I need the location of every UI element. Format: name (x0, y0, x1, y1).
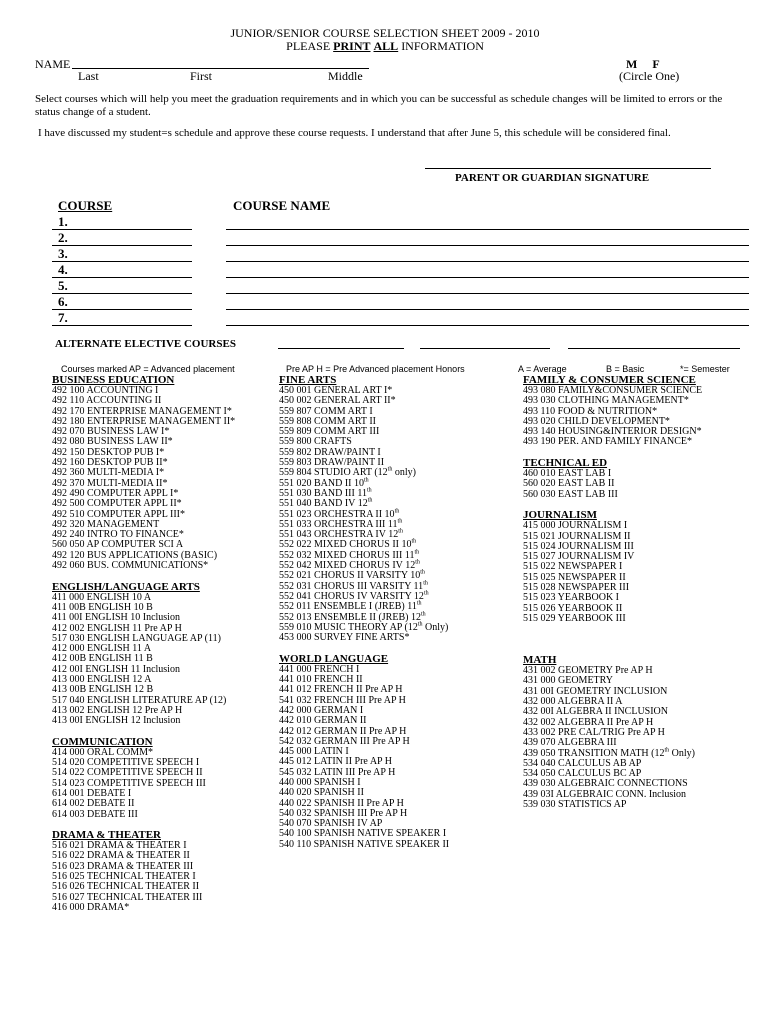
course-item: 516 025 TECHNICAL THEATER I (52, 871, 196, 883)
course-item: 552 041 CHORUS IV VARSITY 12th (279, 590, 429, 602)
course-item: 559 807 COMM ART I (279, 405, 373, 417)
course-code-line[interactable] (52, 261, 192, 262)
course-item: 441 010 FRENCH II (279, 674, 363, 686)
course-item: 534 050 CALCULUS BC AP (523, 768, 642, 780)
course-item: 432 000 ALGEBRA II A (523, 696, 623, 708)
course-item: 552 013 ENSEMBLE II (JREB) 12th (279, 611, 426, 623)
course-item: 542 032 GERMAN III Pre AP H (279, 735, 410, 747)
course-item: 413 000 ENGLISH 12 A (52, 674, 152, 686)
course-item: 539 030 STATISTICS AP (523, 798, 627, 810)
signature-line[interactable] (425, 168, 711, 169)
course-item: 559 800 CRAFTS (279, 436, 352, 448)
section-title: ENGLISH/LANGUAGE ARTS (52, 580, 200, 593)
circle-one-label: (Circle One) (619, 69, 680, 83)
course-item: 493 030 CLOTHING MANAGEMENT* (523, 395, 689, 407)
section-title: FINE ARTS (279, 374, 337, 386)
section-title: MATH (523, 654, 557, 667)
section-title: WORLD LANGUAGE (279, 652, 389, 665)
course-item: 540 070 SPANISH IV AP (279, 818, 383, 830)
course-item: 442 012 GERMAN II Pre AP H (279, 725, 407, 737)
course-row-number: 1. (58, 214, 68, 229)
course-item: 442 000 GERMAN I (279, 704, 364, 716)
course-item: 516 023 DRAMA & THEATER III (52, 860, 194, 872)
course-item: 559 010 MUSIC THEORY AP (12th Only) (279, 621, 449, 633)
legend-semester: *= Semester (680, 364, 730, 374)
course-item: 431 00I GEOMETRY INCLUSION (523, 685, 668, 697)
course-item: 493 140 HOUSING&INTERIOR DESIGN* (523, 426, 702, 438)
first-name-label: First (190, 69, 213, 83)
course-item: 445 000 LATIN I (279, 746, 349, 758)
course-item: 614 003 DEBATE III (52, 808, 138, 820)
course-item: 415 000 JOURNALISM I (523, 520, 628, 532)
course-item: 540 032 SPANISH III Pre AP H (279, 807, 408, 819)
column-3 (523, 375, 702, 810)
course-item: 515 026 YEARBOOK II (523, 602, 623, 614)
course-item: 460 010 EAST LAB I (523, 468, 612, 480)
course-item: 411 00B ENGLISH 10 B (52, 601, 153, 613)
section-title: TECHNICAL ED (523, 457, 608, 470)
course-item: 439 03I ALGEBRAIC CONN. Inclusion (523, 788, 687, 800)
course-item: 552 021 CHORUS II VARSITY 10th (279, 570, 425, 582)
course-name-header: COURSE NAME (233, 198, 331, 213)
course-name-line[interactable] (226, 229, 749, 230)
legend-ap: Courses marked AP = Advanced placement (61, 364, 235, 374)
legend-average: A = Average (518, 364, 567, 374)
course-item: 492 320 MANAGEMENT (52, 518, 160, 530)
course-item: 545 032 LATIN III Pre AP H (279, 766, 396, 778)
world-language-list (279, 665, 449, 850)
section-title: JOURNALISM (523, 509, 597, 522)
course-row-number: 5. (58, 278, 68, 293)
course-item: 492 180 ENTERPRISE MANAGEMENT II* (52, 415, 236, 427)
course-item: 442 010 GERMAN II (279, 715, 367, 727)
course-item: 412 00I ENGLISH 11 Inclusion (52, 663, 180, 675)
course-item: 516 021 DRAMA & THEATER I (52, 840, 187, 852)
course-item: 431 000 GEOMETRY (523, 675, 613, 687)
fine-arts-list (279, 386, 449, 643)
course-item: 515 021 JOURNALISM II (523, 530, 631, 542)
gender-options[interactable]: M F (626, 57, 660, 71)
course-item: 560 050 AP COMPUTER SCI A (52, 539, 184, 551)
course-item: 492 510 COMPUTER APPL III* (52, 508, 185, 520)
course-item: 414 000 ORAL COMM* (52, 746, 154, 758)
course-item: 551 023 ORCHESTRA II 10th (279, 508, 400, 520)
name-line[interactable] (72, 68, 369, 69)
middle-name-label: Middle (328, 69, 363, 83)
course-code-line[interactable] (52, 325, 192, 326)
course-item: 541 032 FRENCH III Pre AP H (279, 694, 406, 706)
family-list (523, 386, 702, 448)
course-item: 515 022 NEWSPAPER I (523, 561, 623, 573)
course-item: 411 00I ENGLISH 10 Inclusion (52, 612, 180, 624)
course-item: 551 020 BAND II 10th (279, 477, 369, 489)
course-item: 492 100 ACCOUNTING I (52, 385, 159, 396)
course-item: 551 043 ORCHESTRA IV 12th (279, 528, 403, 541)
course-item: 492 060 BUS. COMMUNICATIONS* (52, 560, 209, 572)
course-item: 552 032 MIXED CHORUS III 11th (279, 549, 420, 561)
course-item: 440 000 SPANISH I (279, 776, 361, 788)
course-item: 534 040 CALCULUS AB AP (523, 757, 642, 769)
alternate-line[interactable] (278, 348, 404, 349)
journalism-list (523, 521, 702, 624)
course-name-line[interactable] (226, 293, 749, 294)
course-item: 492 070 BUSINESS LAW I* (52, 426, 170, 438)
course-name-line[interactable] (226, 261, 749, 262)
course-item: 439 030 ALGEBRAIC CONNECTIONS (523, 778, 688, 790)
signature-label: PARENT OR GUARDIAN SIGNATURE (455, 172, 650, 184)
course-item: 515 025 NEWSPAPER II (523, 571, 626, 583)
course-item: 492 080 BUSINESS LAW II* (52, 436, 173, 448)
course-item: 445 012 LATIN II Pre AP H (279, 756, 392, 768)
course-item: 439 050 TRANSITION MATH (12th Only) (523, 747, 695, 759)
course-item: 516 022 DRAMA & THEATER II (52, 850, 190, 862)
course-item: 552 022 MIXED CHORUS II 10th (279, 539, 417, 551)
course-row-number: 3. (58, 246, 68, 261)
course-item: 450 002 GENERAL ART II* (279, 395, 396, 407)
instructions-text: Select courses which will help you meet the graduation requirements and in which you can be successful as schedule changes will be limited to errors or the status change of a student. (35, 93, 723, 118)
course-row-number: 4. (58, 262, 68, 277)
course-item: 413 002 ENGLISH 12 Pre AP H (52, 704, 183, 716)
course-item: 441 000 FRENCH I (279, 663, 360, 675)
business-list (52, 386, 235, 571)
course-name-line[interactable] (226, 245, 749, 246)
communication-list (52, 748, 235, 820)
alternate-line[interactable] (420, 348, 550, 349)
alternate-electives-label: ALTERNATE ELECTIVE COURSES (55, 338, 236, 350)
course-item: 493 080 FAMILY&CONSUMER SCIENCE (523, 385, 703, 396)
course-item: 514 022 COMPETITIVE SPEECH II (52, 767, 203, 779)
course-item: 552 011 ENSEMBLE I (JREB) 11th (279, 600, 422, 613)
course-item: 412 000 ENGLISH 11 A (52, 643, 152, 655)
course-item: 441 012 FRENCH II Pre AP H (279, 684, 403, 696)
course-item: 492 240 INTRO TO FINANCE* (52, 529, 184, 541)
course-item: 514 023 COMPETITIVE SPEECH III (52, 777, 206, 789)
course-item: 493 110 FOOD & NUTRITION* (523, 405, 658, 417)
course-row-number: 6. (58, 294, 68, 309)
course-item: 493 020 CHILD DEVELOPMENT* (523, 415, 670, 427)
course-item: 559 804 STUDIO ART (12th only) (279, 467, 416, 479)
course-item: 492 150 DESKTOP PUB I* (52, 446, 165, 458)
alternate-line[interactable] (568, 348, 740, 349)
course-code-line[interactable] (52, 245, 192, 246)
course-item: 411 000 ENGLISH 10 A (52, 591, 152, 603)
course-item: 492 370 MULTI-MEDIA II* (52, 477, 168, 489)
course-item: 552 031 CHORUS III VARSITY 11th (279, 580, 428, 592)
section-title: COMMUNICATION (52, 735, 153, 748)
course-item: 492 160 DESKTOP PUB II* (52, 457, 168, 469)
course-code-line[interactable] (52, 309, 192, 310)
course-item: 492 490 COMPUTER APPL I* (52, 487, 179, 499)
course-item: 432 00I ALGEBRA II INCLUSION (523, 706, 668, 718)
course-item: 412 00B ENGLISH 11 B (52, 653, 153, 665)
course-item: 440 022 SPANISH II Pre AP H (279, 797, 404, 809)
course-item: 515 027 JOURNALISM IV (523, 551, 635, 563)
course-item: 450 001 GENERAL ART I* (279, 385, 393, 396)
form-subtitle: PLEASE PRINT ALL INFORMATION (286, 39, 484, 53)
last-name-label: Last (78, 69, 99, 83)
course-item: 515 024 JOURNALISM III (523, 540, 634, 552)
course-item: 540 100 SPANISH NATIVE SPEAKER I (279, 828, 447, 840)
course-row-number: 2. (58, 230, 68, 245)
section-title: BUSINESS EDUCATION (52, 374, 175, 386)
course-item: 440 020 SPANISH II (279, 787, 364, 799)
course-item: 559 808 COMM ART II (279, 415, 377, 427)
course-item: 515 029 YEARBOOK III (523, 612, 626, 624)
course-item: 559 802 DRAW/PAINT I (279, 446, 381, 458)
course-item: 514 020 COMPETITIVE SPEECH I (52, 757, 200, 769)
legend-preap: Pre AP H = Pre Advanced placement Honors (286, 364, 465, 374)
course-item: 515 023 YEARBOOK I (523, 592, 620, 604)
course-item: 560 020 EAST LAB II (523, 478, 615, 490)
course-item: 416 000 DRAMA* (52, 901, 130, 913)
course-item: 431 002 GEOMETRY Pre AP H (523, 665, 653, 677)
course-item: 540 110 SPANISH NATIVE SPEAKER II (279, 838, 450, 850)
column-2 (279, 375, 449, 850)
course-name-line[interactable] (226, 325, 749, 326)
course-item: 551 033 ORCHESTRA III 11th (279, 518, 403, 530)
course-item: 432 002 ALGEBRA II Pre AP H (523, 716, 654, 728)
section-title: DRAMA & THEATER (52, 829, 161, 842)
course-item: 413 00I ENGLISH 12 Inclusion (52, 715, 181, 727)
course-code-line[interactable] (52, 293, 192, 294)
course-item: 439 070 ALGEBRA III (523, 737, 617, 749)
course-code-line[interactable] (52, 277, 192, 278)
course-item: 412 002 ENGLISH 11 Pre AP H (52, 622, 182, 634)
course-item: 492 110 ACCOUNTING II (52, 395, 162, 407)
consent-text: I have discussed my student=s schedule and approve these course requests. I understand that after June 5, this schedule will be considered final. (38, 127, 671, 139)
course-item: 517 040 ENGLISH LITERATURE AP (12) (52, 694, 227, 706)
course-row-number: 7. (58, 310, 68, 325)
course-item: 433 002 PRE CAL/TRIG Pre AP H (523, 726, 665, 738)
course-item: 551 030 BAND III 11th (279, 487, 372, 499)
course-item: 614 002 DEBATE II (52, 798, 135, 810)
course-name-line[interactable] (226, 277, 749, 278)
section-title: FAMILY & CONSUMER SCIENCE (523, 374, 696, 386)
math-list (523, 666, 702, 810)
course-item: 453 000 SURVEY FINE ARTS* (279, 632, 410, 644)
course-item: 492 500 COMPUTER APPL II* (52, 498, 182, 510)
course-name-line[interactable] (226, 309, 749, 310)
english-list (52, 593, 235, 727)
course-item: 552 042 MIXED CHORUS IV 12th (279, 559, 420, 572)
legend-basic: B = Basic (606, 364, 645, 374)
course-item: 551 040 BAND IV 12th (279, 497, 373, 510)
course-item: 492 120 BUS APPLICATIONS (BASIC) (52, 549, 218, 561)
course-item: 493 190 PER. AND FAMILY FINANCE* (523, 436, 693, 448)
course-header: COURSE (58, 198, 113, 213)
course-item: 517 030 ENGLISH LANGUAGE AP (11) (52, 632, 221, 644)
course-item: 614 001 DEBATE I (52, 787, 132, 799)
course-item: 492 170 ENTERPRISE MANAGEMENT I* (52, 405, 232, 417)
course-item: 516 027 TECHNICAL THEATER III (52, 891, 203, 903)
course-item: 559 803 DRAW/PAINT II (279, 457, 385, 469)
drama-list (52, 841, 235, 913)
course-code-line[interactable] (52, 229, 192, 230)
course-item: 413 00B ENGLISH 12 B (52, 684, 154, 696)
course-item: 559 809 COMM ART III (279, 426, 380, 438)
form-title: JUNIOR/SENIOR COURSE SELECTION SHEET 2009 - 2010 (230, 26, 540, 40)
course-item: 516 026 TECHNICAL THEATER II (52, 881, 200, 893)
course-item: 515 028 NEWSPAPER III (523, 582, 630, 594)
course-item: 560 030 EAST LAB III (523, 488, 618, 500)
name-label: NAME (35, 57, 71, 71)
technical-list (523, 469, 702, 500)
column-1 (52, 375, 235, 913)
course-item: 492 360 MULTI-MEDIA I* (52, 467, 165, 479)
